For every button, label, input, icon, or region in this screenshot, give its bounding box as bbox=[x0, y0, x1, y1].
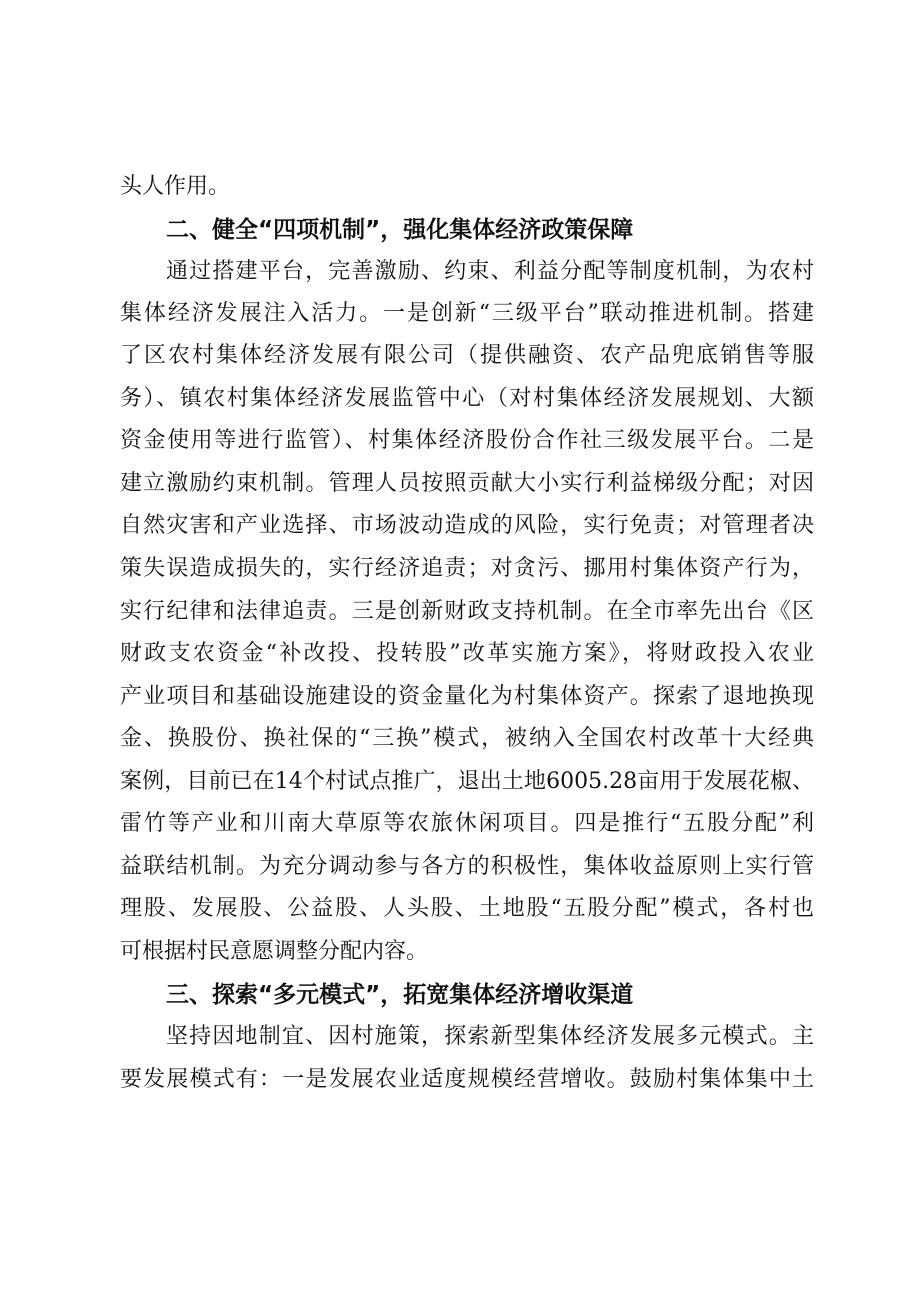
paragraph-line: 通过搭建平台，完善激励、约束、利益分配等制度机制，为农村 bbox=[166, 259, 814, 284]
paragraph-line: 理股、发展股、公益股、人头股、土地股“五股分配”模式，各村也 bbox=[120, 896, 814, 921]
paragraph-line: 坚持因地制宜、因村施策，探索新型集体经济发展多元模式。主 bbox=[166, 1024, 814, 1049]
paragraph-line: 金、换股份、换社保的“三换”模式，被纳入全国农村改革十大经典 bbox=[120, 726, 814, 751]
section-heading-2: 二、健全“四项机制”，强化集体经济政策保障 bbox=[166, 217, 634, 243]
paragraph-line: 可根据村民意愿调整分配内容。 bbox=[120, 939, 429, 964]
paragraph-line: 益联结机制。为充分调动参与各方的积极性，集体收益原则上实行管 bbox=[120, 854, 814, 879]
paragraph-line: 财政支农资金“补改投、投转股”改革实施方案》，将财政投入农业 bbox=[120, 641, 814, 666]
paragraph-line: 了区农村集体经济发展有限公司（提供融资、农产品兜底销售等服 bbox=[120, 343, 814, 368]
paragraph-line: 头人作用。 bbox=[120, 174, 231, 199]
paragraph-line: 要发展模式有：一是发展农业适度规模经营增收。鼓励村集体集中土 bbox=[120, 1067, 814, 1092]
paragraph-line: 实行纪律和法律追责。三是创新财政支持机制。在全市率先出台《区 bbox=[120, 599, 814, 624]
paragraph-line: 自然灾害和产业选择、市场波动造成的风险，实行免责；对管理者决 bbox=[120, 513, 814, 538]
paragraph-line: 策失误造成损失的，实行经济追责；对贪污、挪用村集体资产行为， bbox=[120, 556, 814, 581]
section-heading-3: 三、探索“多元模式”，拓宽集体经济增收渠道 bbox=[166, 982, 634, 1008]
paragraph-line: 建立激励约束机制。管理人员按照贡献大小实行利益梯级分配；对因 bbox=[120, 471, 814, 496]
paragraph-line: 集体经济发展注入活力。一是创新“三级平台”联动推进机制。搭建 bbox=[120, 301, 814, 326]
paragraph-line: 产业项目和基础设施建设的资金量化为村集体资产。探索了退地换现 bbox=[120, 684, 814, 709]
paragraph-line: 资金使用等进行监管）、村集体经济股份合作社三级发展平台。二是 bbox=[120, 428, 814, 453]
paragraph-line: 案例，目前已在14个村试点推广，退出土地6005.28亩用于发展花椒、 bbox=[120, 769, 814, 794]
paragraph-line: 雷竹等产业和川南大草原等农旅休闲项目。四是推行“五股分配”利 bbox=[120, 811, 814, 836]
paragraph-line: 务）、镇农村集体经济发展监管中心（对村集体经济发展规划、大额 bbox=[120, 386, 814, 411]
